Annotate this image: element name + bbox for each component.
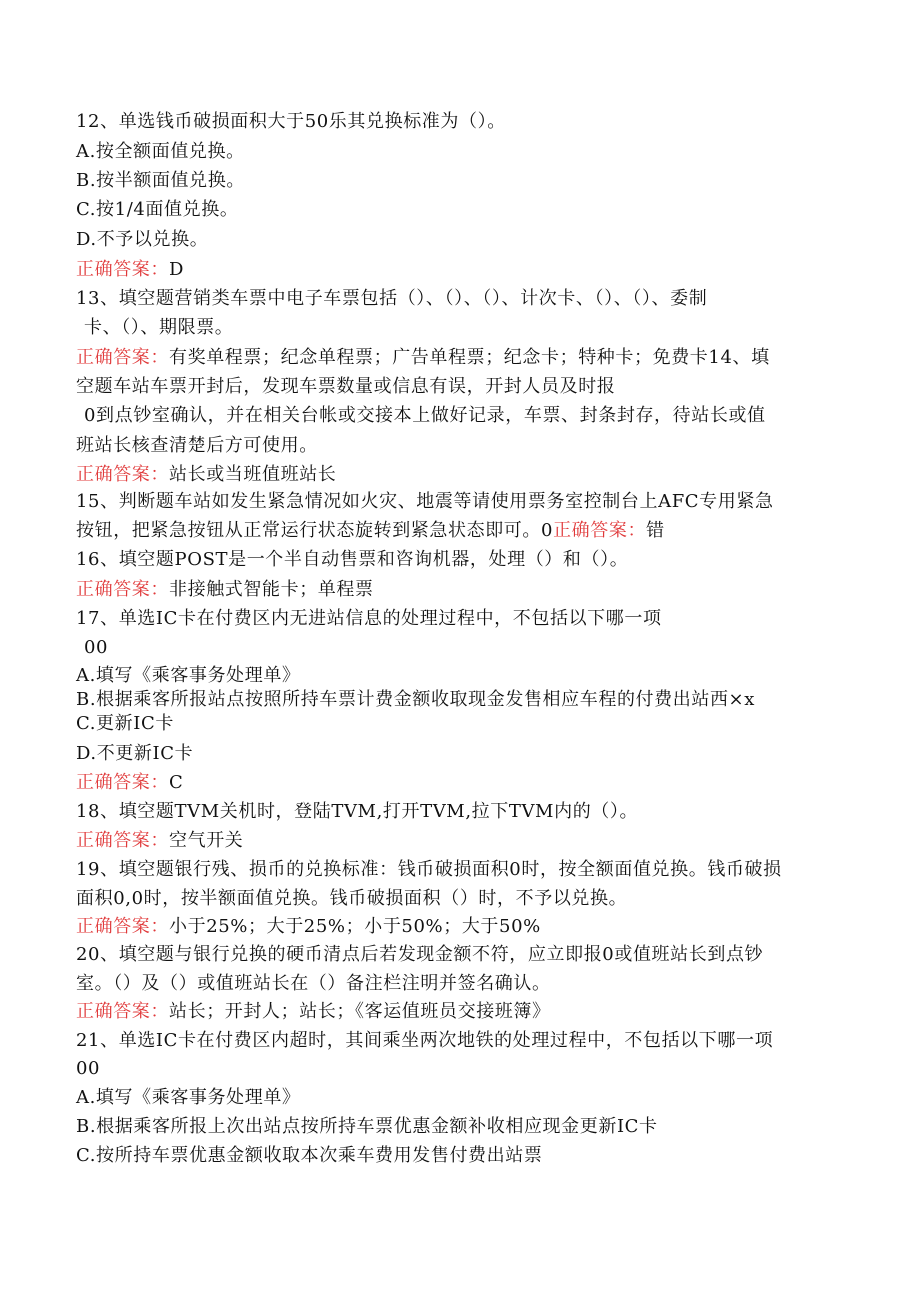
q17-question-line2: 00 xyxy=(84,637,109,658)
q18-question: 18、填空题TVM关机时，登陆TVM,打开TVM,拉下TVM内的（）。 xyxy=(76,801,639,822)
q12-question: 12、单选钱币破损面积大于50乐其兑换标准为（）。 xyxy=(76,111,506,132)
answer-label: 正确答案： xyxy=(76,772,169,793)
q16-question: 16、填空题POST是一个半自动售票和咨询机器，处理（）和（）。 xyxy=(76,549,629,570)
answer-label: 正确答案： xyxy=(76,347,169,368)
q13-question-line1: 13、填空题营销类车票中电子车票包括（）、（）、（）、计次卡、（）、（）、委制 xyxy=(76,288,708,309)
answer-value: 站长；开封人；站长；《客运值班员交接班簿》 xyxy=(169,1001,551,1022)
answer-label: 正确答案： xyxy=(76,830,169,851)
q20-answer xyxy=(76,1000,856,1024)
q17-question-line1: 17、单选IC卡在付费区内无进站信息的处理过程中，不包括以下哪一项 xyxy=(76,608,662,629)
answer-value: 站长或当班值班站长 xyxy=(169,464,337,485)
q13-answer xyxy=(76,346,856,370)
q12-option-a: A.按全额面值兑换。 xyxy=(76,141,245,162)
q20-question-line2: 室。（）及（）或值班站长在（）备注栏注明并签名确认。 xyxy=(76,973,551,994)
q13-question-line2: 卡、（）、期限票。 xyxy=(84,317,234,338)
answer-label: 正确答案： xyxy=(76,259,169,280)
q19-question-line2: 面积0,0时，按半额面值兑换。钱币破损面积（）时，不予以兑换。 xyxy=(76,888,628,909)
q21-option-a: A.填写《乘客事务处理单》 xyxy=(76,1087,301,1108)
q15-line2-text: 按钮，把紧急按钮从正常运行状态旋转到紧急状态即可。0 xyxy=(76,520,554,541)
q17-option-b: B.根据乘客所报站点按照所持车票计费金额收取现金发售相应车程的付费出站西×x xyxy=(76,689,755,710)
answer-value: 空气开关 xyxy=(169,830,244,851)
answer-value: 有奖单程票；纪念单程票；广告单程票；纪念卡；特种卡；免费卡14、填 xyxy=(169,347,770,368)
q14-answer xyxy=(76,463,856,487)
answer-value: C xyxy=(169,772,184,793)
q21-question-line1: 21、单选IC卡在付费区内超时，其间乘坐两次地铁的处理过程中，不包括以下哪一项 xyxy=(76,1030,774,1051)
q12-option-c: C.按1/4面值兑换。 xyxy=(76,199,239,220)
answer-value: D xyxy=(169,259,185,280)
q15-line1: 15、判断题车站如发生紧急情况如火灾、地震等请使用票务室控制台上AFC专用紧急 xyxy=(76,491,774,512)
q12-answer xyxy=(76,258,856,282)
q14-line2: 0到点钞室确认，并在相关台帐或交接本上做好记录，车票、封条封存，待站长或值 xyxy=(84,405,766,426)
q14-line1: 空题车站车票开封后，发现车票数量或信息有误，开封人员及时报 xyxy=(76,376,616,397)
q17-option-c: C.更新IC卡 xyxy=(76,713,174,734)
q12-option-d: D.不予以兑换。 xyxy=(76,229,209,250)
q20-question-line1: 20、填空题与银行兑换的硬币清点后若发现金额不符，应立即报0或值班站长到点钞 xyxy=(76,944,764,965)
q21-option-c: C.按所持车票优惠金额收取本次乘车费用发售付费出站票 xyxy=(76,1145,543,1166)
q16-answer xyxy=(76,578,856,602)
answer-label: 正确答案： xyxy=(76,464,169,485)
q19-answer xyxy=(76,915,856,939)
q18-answer xyxy=(76,829,856,853)
answer-label: 正确答案： xyxy=(553,520,647,541)
q14-line3: 班站长核查清楚后方可使用。 xyxy=(76,435,318,456)
q19-question-line1: 19、填空题银行残、损币的兑换标准：钱币破损面积0时，按全额面值兑换。钱币破损 xyxy=(76,859,782,880)
q17-answer xyxy=(76,771,856,795)
answer-label: 正确答案： xyxy=(76,916,169,937)
answer-value: 小于25%；大于25%；小于50%；大于50% xyxy=(169,916,541,937)
answer-value: 错 xyxy=(646,520,665,541)
answer-value: 非接触式智能卡；单程票 xyxy=(169,579,374,600)
q15-line2 xyxy=(76,519,856,543)
answer-label: 正确答案： xyxy=(76,579,169,600)
answer-label: 正确答案： xyxy=(76,1001,169,1022)
q21-option-b: B.根据乘客所报上次出站点按所持车票优惠金额补收相应现金更新IC卡 xyxy=(76,1116,658,1137)
q12-option-b: B.按半额面值兑换。 xyxy=(76,170,245,191)
q17-option-d: D.不更新IC卡 xyxy=(76,743,194,764)
q21-question-line2: 00 xyxy=(76,1058,101,1079)
q17-option-a: A.填写《乘客事务处理单》 xyxy=(76,665,301,686)
